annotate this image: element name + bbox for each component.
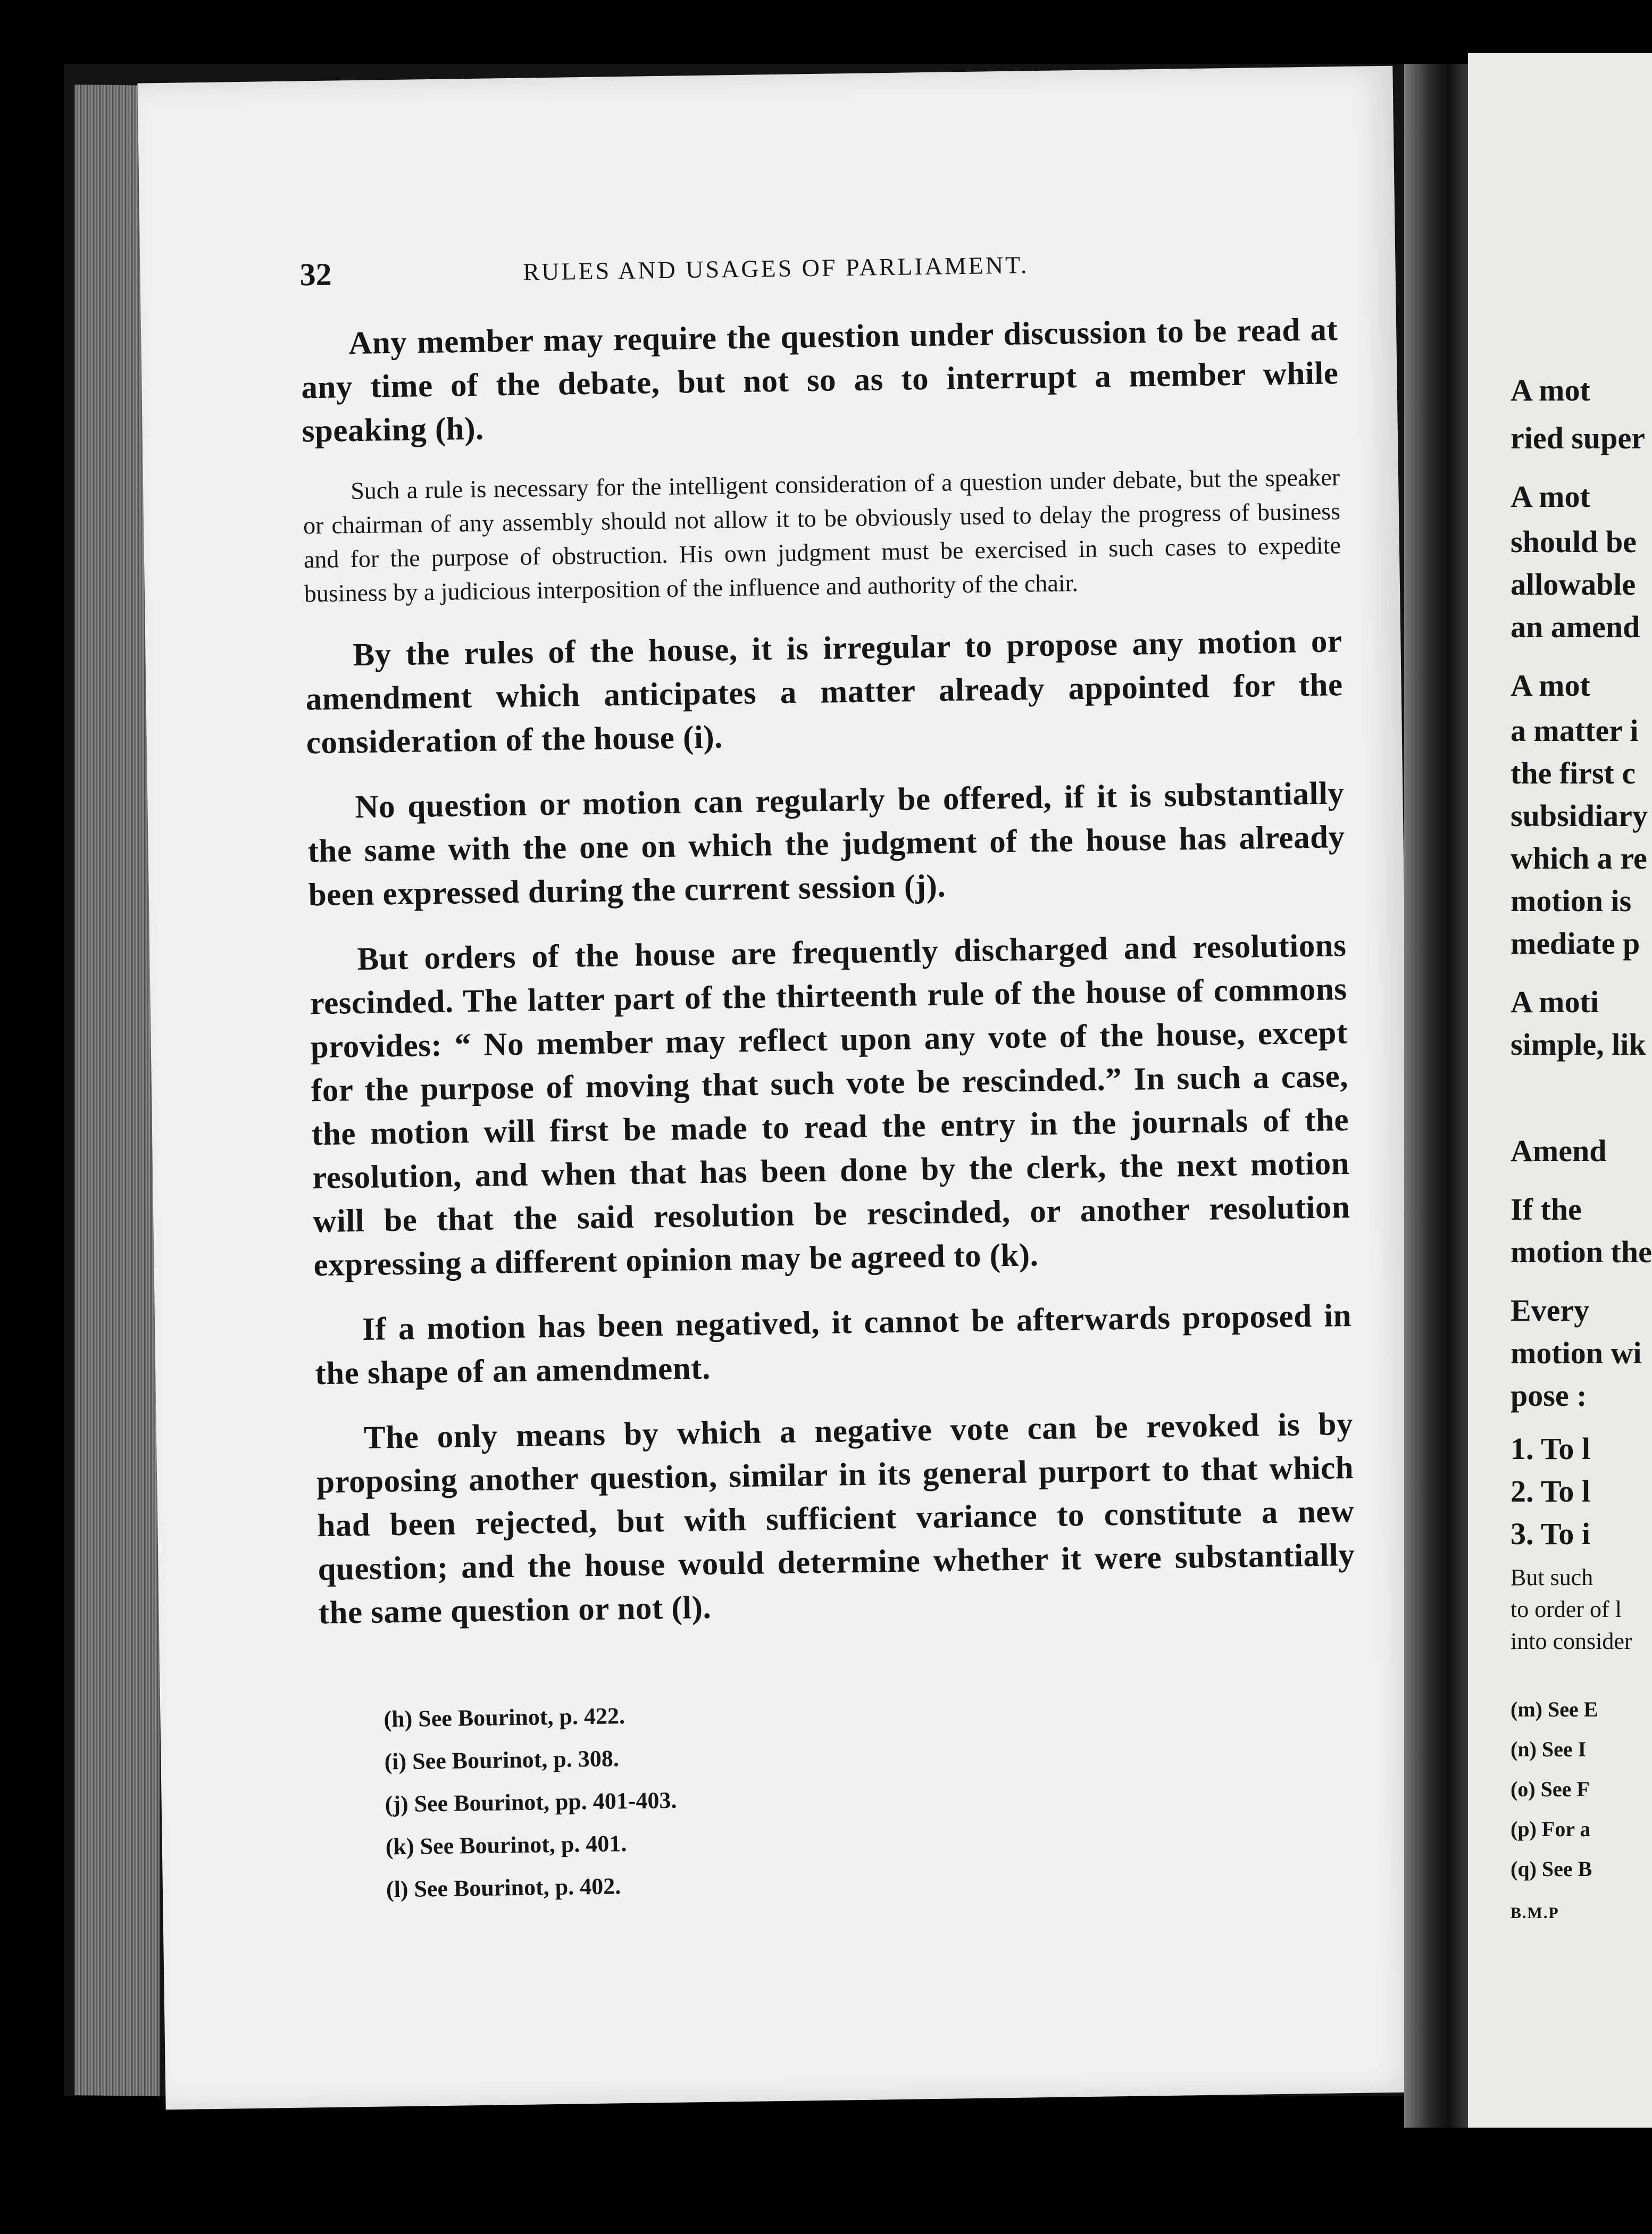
right-page-signature-mark: B.M.P — [1511, 1904, 1559, 1922]
paragraph: By the rules of the house, it is irregular to propose any motion or amendment which anticipates a matter already appointed for the consideration of the house (i). — [305, 623, 1343, 761]
right-page-line: to order of l — [1511, 1596, 1622, 1622]
right-page-line: 1. To l — [1511, 1431, 1590, 1466]
right-page-line: the first c — [1511, 756, 1636, 790]
right-page-line: A mot — [1511, 668, 1590, 703]
right-page-line: allowable — [1511, 567, 1636, 602]
page-number: 32 — [299, 256, 332, 293]
footnote: (h) See Bourinot, p. 422. — [383, 1703, 625, 1732]
right-page-line: into consider — [1511, 1628, 1632, 1654]
paragraph: But orders of the house are frequently discharged and resolutions rescinded. The latter part of the thirteenth rule of the house of commons provides: “ No member may reflect upon any vote of the house, except for the purpose of moving that such vote be rescinded.” In such a case, the motion will first be made to read the entry in the journals of the resolution, and when that has been done by the clerk, the next motion will be that the said resolution be rescinded, or another resolution expressing a different opinion may be agreed to (k). — [310, 928, 1350, 1283]
right-page-line: motion the — [1511, 1235, 1652, 1269]
paragraph: No question or motion can regularly be offered, if it is substantially the same with the one on which the judgment of the house has already been expressed during the current session (j). — [307, 776, 1345, 913]
paragraph: If a motion has been negatived, it cannot be afterwards proposed in the shape of an amendment. — [314, 1298, 1352, 1392]
left-page — [138, 66, 1421, 2110]
right-page-line: an amend — [1511, 610, 1640, 644]
right-page-line: But such — [1511, 1564, 1593, 1590]
footnotes — [320, 1685, 1359, 1912]
right-page-line: Every — [1511, 1293, 1590, 1328]
right-page-line: A moti — [1511, 985, 1599, 1019]
right-page-line: mediate p — [1511, 926, 1640, 961]
right-page-footnote: (p) For a — [1511, 1817, 1591, 1841]
right-page-partial — [1468, 53, 1652, 2128]
running-head-title: RULES AND USAGES OF PARLIAMENT. — [523, 251, 1029, 286]
right-page-line: ried super — [1511, 421, 1645, 455]
right-page-footnote: (q) See B — [1511, 1857, 1592, 1881]
footnote: (j) See Bourinot, pp. 401-403. — [385, 1787, 677, 1818]
right-page-line: should be — [1511, 524, 1637, 559]
right-page-line: simple, lik — [1511, 1027, 1646, 1062]
right-page-line: If the — [1511, 1192, 1582, 1227]
book-gutter — [1404, 64, 1468, 2128]
right-page-footnote: (m) See E — [1511, 1697, 1598, 1721]
footnote: (k) See Bourinot, p. 401. — [385, 1830, 627, 1860]
right-page-line: Amend — [1511, 1133, 1607, 1168]
running-head — [299, 242, 1337, 304]
right-page-footnote: (o) See F — [1511, 1777, 1590, 1801]
right-page-line: A mot — [1511, 373, 1590, 407]
right-page-line: 2. To l — [1511, 1474, 1590, 1508]
right-page-line: 3. To i — [1511, 1516, 1590, 1551]
right-page-line: motion wi — [1511, 1336, 1642, 1370]
right-page-line: a matter i — [1511, 713, 1639, 748]
paragraph: The only means by which a negative vote can be revoked is by proposing another question, similar in its general purport to that which had been rejected, but with sufficient variance to constitute a new question; and the house would determine whether it were substantially the same question or not (l). — [316, 1406, 1355, 1631]
left-page-content — [299, 242, 1359, 1912]
right-page-line: which a re — [1511, 841, 1647, 876]
right-page-footnote: (n) See I — [1511, 1737, 1587, 1761]
small-print-note: Such a rule is necessary for the intelligent consideration of a question under debate, but the speaker or chairman of any assembly should not allow it to be obviously used to delay the progress of business and for the purpose of obstruction. His own judgment must be exercised in such cases to expedite business by a judicious interposition of the influence and authority of the chair. — [303, 463, 1341, 607]
right-page-line: motion is — [1511, 883, 1632, 918]
right-page-line: pose : — [1511, 1378, 1587, 1413]
paragraph: Any member may require the question under discussion to be read at any time of the debate, but not so as to interrupt a member while speaking (h). — [301, 312, 1339, 449]
footnote: (i) See Bourinot, p. 308. — [384, 1745, 620, 1775]
right-page-line: A mot — [1511, 479, 1590, 514]
right-page-line: subsidiary — [1511, 798, 1648, 833]
footnote: (l) See Bourinot, p. 402. — [386, 1873, 621, 1903]
